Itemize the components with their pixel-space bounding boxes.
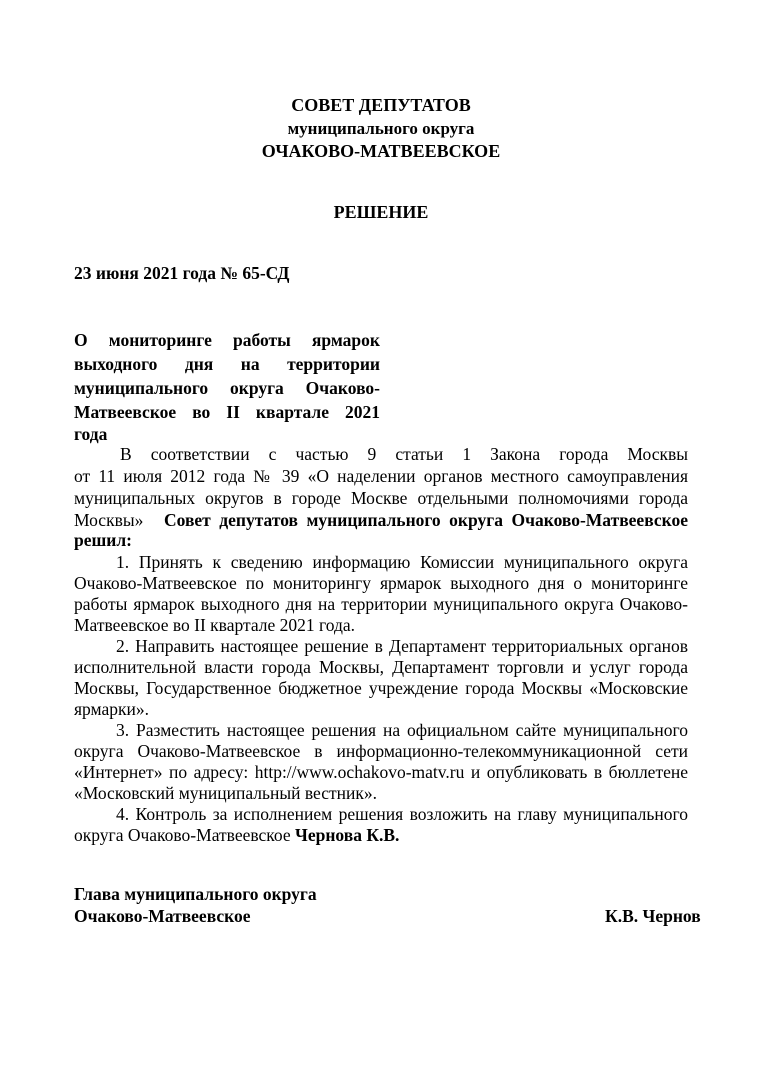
subject-line: О мониторинге работы ярмарок xyxy=(74,330,380,350)
item-2-line: Москвы, Государственное бюджетное учреждение города Москвы «Московские xyxy=(74,678,688,698)
item-3-line: «Интернет» по адресу: http://www.ochakovo-matv.ru и опубликовать в бюллетене xyxy=(74,762,688,782)
document-type: РЕШЕНИЕ xyxy=(333,202,429,222)
item-1-line: Очаково-Матвеевское по мониторингу ярмарок выходного дня о мониторинге xyxy=(74,573,688,593)
responsible-person: Чернова К.В. xyxy=(295,825,400,845)
preamble-line: муниципальных округов в городе Москве отдельными полномочиями города xyxy=(74,488,688,508)
resolved-word: решил: xyxy=(74,530,133,550)
subject-line: года xyxy=(74,424,108,444)
preamble-line: В соответствии с частью 9 статьи 1 Закона города Москвы xyxy=(120,444,688,464)
item-2-line: исполнительной власти города Москвы, Департамент торговли и услуг города xyxy=(74,657,688,677)
subject-line: выходного дня на территории xyxy=(74,354,380,374)
item-2-line: 2. Направить настоящее решение в Департамент территориальных органов xyxy=(116,636,688,656)
signatory-district: Очаково-Матвеевское xyxy=(74,906,251,926)
item-3-line: округа Очаково-Матвеевское в информационно-телекоммуникационной сети xyxy=(74,741,688,761)
item-3-line: 3. Разместить настоящее решения на официальном сайте муниципального xyxy=(116,720,688,740)
item-4-plain: округа Очаково-Матвеевское xyxy=(74,825,291,845)
signatory-name: К.В. Чернов xyxy=(605,906,701,926)
item-1-line: Матвеевское во II квартале 2021 года. xyxy=(74,615,356,635)
item-1-line: 1. Принять к сведению информацию Комиссии муниципального округа xyxy=(116,552,688,572)
district-subtitle: муниципального округа xyxy=(287,119,475,138)
item-3-line: «Московский муниципальный вестник». xyxy=(74,783,378,803)
item-1-line: работы ярмарок выходного дня на территории муниципального округа Очаково- xyxy=(74,594,688,614)
council-resolves: Совет депутатов муниципального округа Очаково-Матвеевское xyxy=(164,510,688,530)
signatory-title: Глава муниципального округа xyxy=(74,884,317,904)
item-4-line: 4. Контроль за исполнением решения возложить на главу муниципального xyxy=(116,804,688,824)
preamble-line xyxy=(74,510,688,531)
subject-line: Матвеевское во II квартале 2021 xyxy=(74,402,380,422)
district-name: ОЧАКОВО-МАТВЕЕВСКОЕ xyxy=(261,141,501,161)
subject-line: муниципального округа Очаково- xyxy=(74,378,380,398)
council-title: СОВЕТ ДЕПУТАТОВ xyxy=(291,95,471,115)
item-2-line: ярмарки». xyxy=(74,699,149,719)
preamble-plain: Москвы» xyxy=(74,510,144,530)
item-4-line xyxy=(74,825,399,846)
preamble-line: от 11 июля 2012 года № 39 «О наделении органов местного самоуправления xyxy=(74,466,688,486)
date-number: 23 июня 2021 года № 65-СД xyxy=(74,263,290,283)
